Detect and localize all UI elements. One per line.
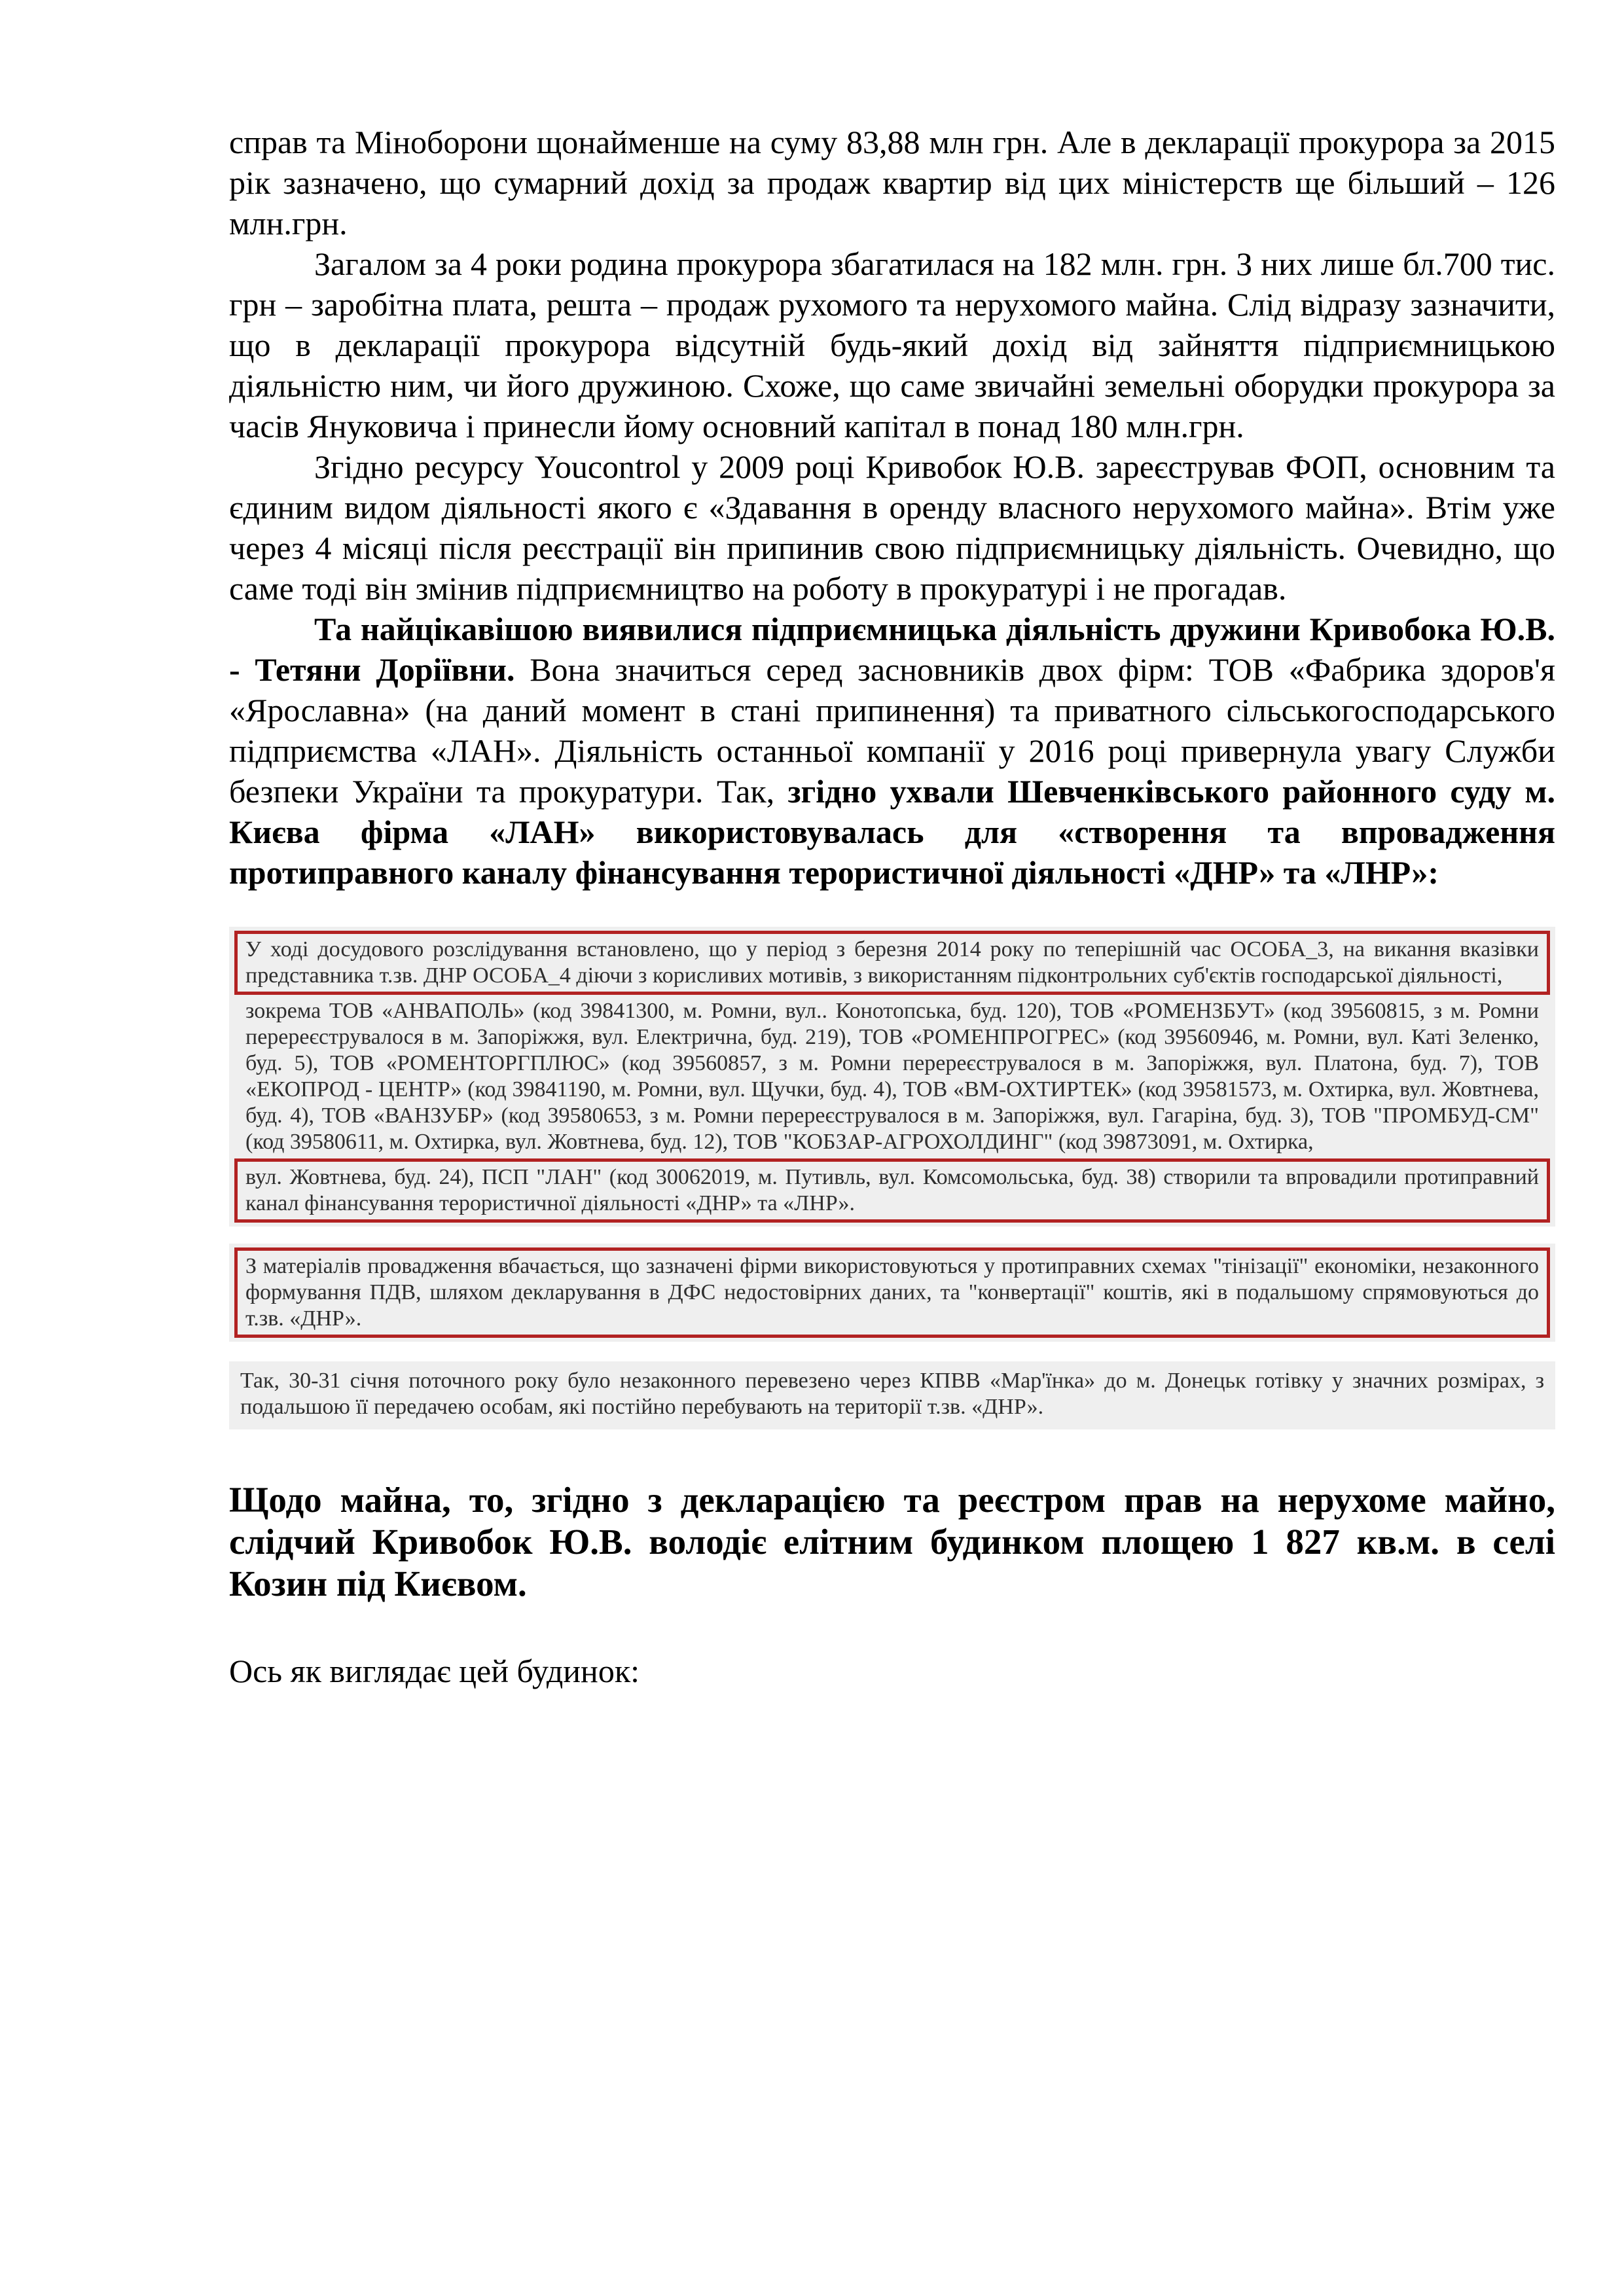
paragraph-property-declaration-bold: Щодо майна, то, згідно з декларацією та реєстром прав на нерухоме майно, слідчий Кривобок Ю.В. володіє елітним будинком площею 1 827 кв.м. в селі Козин під Києвом.	[229, 1480, 1555, 1604]
court-ruling-bold-tail: згідно ухвали Шевченківського районного суду м. Києва фірма «ЛАН» використовувалась для «створення та впровадження протиправного каналу фінансування терористичної діяльності «ДНР» та «ЛНР»:	[229, 773, 1555, 891]
paragraph-family-wealth: Загалом за 4 роки родина прокурора збагатилася на 182 млн. грн. З них лише бл.700 тис. грн – заробітна плата, решта – продаж рухомого та нерухомого майна. Слід відразу зазначити, що в декларації прокурора відсутній будь-який дохід від зайняття підприємницькою діяльністю ним, чи його дружиною. Схоже, що саме звичайні земельні оборудки прокурора за часів Януковича і принесли йому основний капітал в понад 180 млн.грн.	[229, 245, 1555, 444]
quote-1-highlight-top: У ході досудового розслідування встановлено, що у період з березня 2014 року по теперішній час ОСОБА_3, на викання вказівки представника т.зв. ДНР ОСОБА_4 діючи з корисливих мотивів, з використанням підконтрольних суб'єктів господарської діяльності,	[234, 931, 1550, 995]
paragraph-ministries-sum: справ та Міноборони щонайменше на суму 83,88 млн грн. Але в декларації прокурора за 2015 рік зазначено, що сумарний дохід за продаж квартир від цих міністерств ще більший – 126 млн.грн.	[229, 124, 1555, 242]
quote-block-3: Так, 30-31 січня поточного року було незаконного перевезено через КПВВ «Мар'їнка» до м. Донецьк готівку у значних розмірах, з подальшою її передачею особам, які постійно перебувають на території т.зв. «ДНР».	[229, 1361, 1555, 1429]
quote-gap-2	[229, 1342, 1555, 1361]
wife-business-bold-lead: Та найцікавішою виявилися підприємницька діяльність дружини Кривобока Ю.В. - Тетяни Доріївни.	[229, 611, 1555, 688]
quote-block-1	[229, 927, 1555, 1227]
paragraph-youcontrol-fop: Згідно ресурсу Youcontrol у 2009 році Кривобок Ю.В. зареєстрував ФОП, основним та єдиним видом діяльності якого є «Здавання в оренду власного нерухомого майна». Втім уже через 4 місяці після реєстрації він припинив свою підприємницьку діяльність. Очевидно, що саме тоді він змінив підприємництво на роботу в прокуратурі і не прогадав.	[229, 448, 1555, 607]
document-page	[229, 122, 1555, 1691]
court-document-quote-area	[229, 927, 1555, 1429]
quote-2-highlight: З матеріалів провадження вбачається, що зазначені фірми використовуються у протиправних схемах "тінізації" економіки, незаконного формування ПДВ, шляхом декларування в ДФС недостовірних даних, та "конвертації" коштів, які в подальшому спрямовуються до т.зв. «ДНР».	[234, 1247, 1550, 1338]
quote-1-body: зокрема ТОВ «АНВАПОЛЬ» (код 39841300, м. Ромни, вул.. Конотопська, буд. 120), ТОВ «РОМЕНЗБУТ» (код 39560815, з м. Ромни перереєструвалося в м. Запоріжжя, вул. Електрична, буд. 219), ТОВ «РОМЕНПРОГРЕС» (код 39560946, м. Ромни, вул. Каті Зеленко, буд. 5), ТОВ «РОМЕНТОРГПЛЮС» (код 39560857, з м. Ромни перереєструвалося в м. Запоріжжя, вул. Платона, буд. 7), ТОВ «ЕКОПРОД - ЦЕНТР» (код 39841190, м. Ромни, вул. Щучки, буд. 4), ТОВ «ВМ-ОХТИРТЕК» (код 39581573, м. Охтирка, вул. Жовтнева, буд. 4), ТОВ «ВАНЗУБР» (код 39580653, з м. Ромни перереєструвалося в м. Запоріжжя, вул. Гагаріна, буд. 3), ТОВ "ПРОМБУД-СМ" (код 39580611, м. Охтирка, вул. Жовтнева, буд. 12), ТОВ "КОБЗАР-АГРОХОЛДИНГ" (код 39873091, м. Охтирка,	[245, 999, 1539, 1154]
paragraph-house-intro: Ось як виглядає цей будинок:	[229, 1653, 640, 1689]
quote-block-2	[229, 1244, 1555, 1342]
paragraph-wife-business	[229, 609, 1555, 893]
quote-1-highlight-bottom: вул. Жовтнева, буд. 24), ПСП "ЛАН" (код 30062019, м. Путивль, вул. Комсомольська, буд. 38) створили та впровадили протиправний канал фінансування терористичної діяльності «ДНР» та «ЛНР».	[234, 1158, 1550, 1223]
wife-business-regular-text: Вона значиться серед засновників двох фірм: ТОВ «Фабрика здоров'я «Ярославна» (на даний момент в стані припинення) та приватного сільськогосподарського підприємства «ЛАН». Діяльність останньої компанії у 2016 році привернула увагу Служби безпеки України та прокуратури. Так,	[229, 651, 1556, 810]
quote-gap-1	[229, 1227, 1555, 1244]
